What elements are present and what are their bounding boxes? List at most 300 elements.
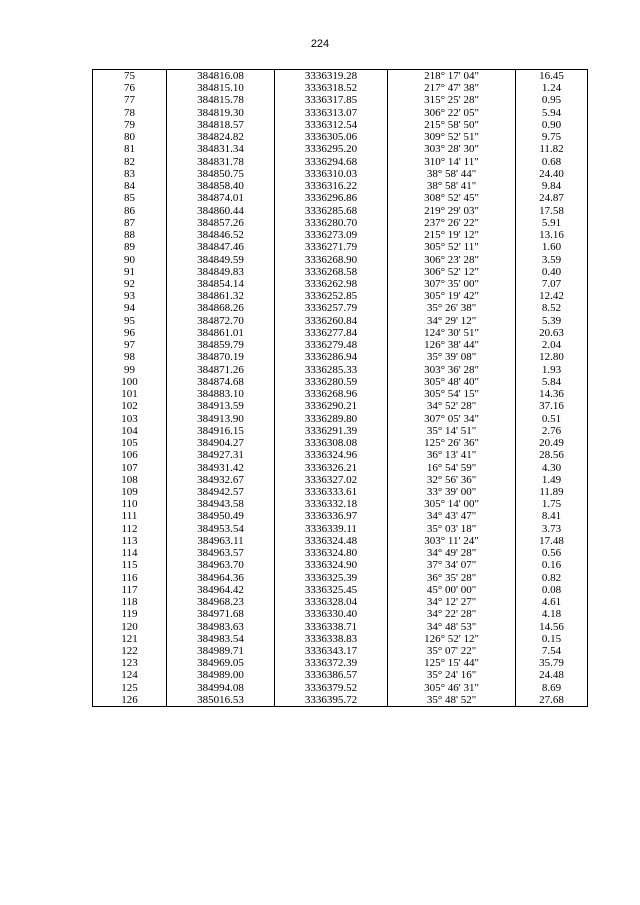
x-coordinate-cell: 384963.70 bbox=[167, 559, 275, 571]
table-row bbox=[93, 229, 588, 241]
y-coordinate-cell: 3336324.80 bbox=[275, 547, 388, 559]
table-row bbox=[93, 205, 588, 217]
distance-cell: 0.16 bbox=[516, 559, 588, 571]
distance-cell: 8.52 bbox=[516, 302, 588, 314]
point-number-cell: 87 bbox=[93, 217, 167, 229]
table-row bbox=[93, 143, 588, 155]
distance-cell: 0.15 bbox=[516, 633, 588, 645]
bearing-cell: 35° 03' 18" bbox=[388, 523, 516, 535]
table-row bbox=[93, 327, 588, 339]
point-number-cell: 125 bbox=[93, 682, 167, 694]
x-coordinate-cell: 384861.32 bbox=[167, 290, 275, 302]
distance-cell: 0.82 bbox=[516, 572, 588, 584]
table-row bbox=[93, 339, 588, 351]
table-row bbox=[93, 462, 588, 474]
y-coordinate-cell: 3336305.06 bbox=[275, 131, 388, 143]
bearing-cell: 215° 58' 50" bbox=[388, 119, 516, 131]
table-row bbox=[93, 596, 588, 608]
distance-cell: 5.39 bbox=[516, 315, 588, 327]
distance-cell: 3.59 bbox=[516, 254, 588, 266]
x-coordinate-cell: 384871.26 bbox=[167, 364, 275, 376]
point-number-cell: 81 bbox=[93, 143, 167, 155]
y-coordinate-cell: 3336279.48 bbox=[275, 339, 388, 351]
x-coordinate-cell: 384963.11 bbox=[167, 535, 275, 547]
point-number-cell: 101 bbox=[93, 388, 167, 400]
y-coordinate-cell: 3336319.28 bbox=[275, 70, 388, 83]
x-coordinate-cell: 384964.36 bbox=[167, 572, 275, 584]
point-number-cell: 85 bbox=[93, 192, 167, 204]
x-coordinate-cell: 384943.58 bbox=[167, 498, 275, 510]
bearing-cell: 35° 48' 52" bbox=[388, 694, 516, 707]
point-number-cell: 108 bbox=[93, 474, 167, 486]
point-number-cell: 105 bbox=[93, 437, 167, 449]
distance-cell: 5.84 bbox=[516, 376, 588, 388]
point-number-cell: 95 bbox=[93, 315, 167, 327]
table-row bbox=[93, 425, 588, 437]
table-row bbox=[93, 107, 588, 119]
point-number-cell: 118 bbox=[93, 596, 167, 608]
x-coordinate-cell: 384953.54 bbox=[167, 523, 275, 535]
y-coordinate-cell: 3336260.84 bbox=[275, 315, 388, 327]
table-row bbox=[93, 315, 588, 327]
point-number-cell: 78 bbox=[93, 107, 167, 119]
y-coordinate-cell: 3336310.03 bbox=[275, 168, 388, 180]
bearing-cell: 126° 38' 44" bbox=[388, 339, 516, 351]
bearing-cell: 35° 24' 16" bbox=[388, 669, 516, 681]
distance-cell: 5.94 bbox=[516, 107, 588, 119]
bearing-cell: 34° 22' 28" bbox=[388, 608, 516, 620]
x-coordinate-cell: 384860.44 bbox=[167, 205, 275, 217]
y-coordinate-cell: 3336395.72 bbox=[275, 694, 388, 707]
point-number-cell: 104 bbox=[93, 425, 167, 437]
distance-cell: 37.16 bbox=[516, 400, 588, 412]
point-number-cell: 75 bbox=[93, 70, 167, 83]
point-number-cell: 113 bbox=[93, 535, 167, 547]
y-coordinate-cell: 3336333.61 bbox=[275, 486, 388, 498]
bearing-cell: 305° 52' 11" bbox=[388, 241, 516, 253]
x-coordinate-cell: 384857.26 bbox=[167, 217, 275, 229]
distance-cell: 24.48 bbox=[516, 669, 588, 681]
bearing-cell: 36° 13' 41" bbox=[388, 449, 516, 461]
distance-cell: 3.73 bbox=[516, 523, 588, 535]
x-coordinate-cell: 384927.31 bbox=[167, 449, 275, 461]
x-coordinate-cell: 384950.49 bbox=[167, 510, 275, 522]
distance-cell: 12.80 bbox=[516, 351, 588, 363]
point-number-cell: 111 bbox=[93, 510, 167, 522]
table-row bbox=[93, 217, 588, 229]
point-number-cell: 110 bbox=[93, 498, 167, 510]
table-row bbox=[93, 657, 588, 669]
point-number-cell: 117 bbox=[93, 584, 167, 596]
table-row bbox=[93, 388, 588, 400]
x-coordinate-cell: 385016.53 bbox=[167, 694, 275, 707]
x-coordinate-cell: 384883.10 bbox=[167, 388, 275, 400]
y-coordinate-cell: 3336273.09 bbox=[275, 229, 388, 241]
y-coordinate-cell: 3336324.96 bbox=[275, 449, 388, 461]
y-coordinate-cell: 3336332.18 bbox=[275, 498, 388, 510]
table-row bbox=[93, 486, 588, 498]
bearing-cell: 34° 12' 27" bbox=[388, 596, 516, 608]
bearing-cell: 34° 29' 12" bbox=[388, 315, 516, 327]
table-row bbox=[93, 400, 588, 412]
distance-cell: 7.07 bbox=[516, 278, 588, 290]
y-coordinate-cell: 3336290.21 bbox=[275, 400, 388, 412]
bearing-cell: 305° 14' 00" bbox=[388, 498, 516, 510]
bearing-cell: 35° 26' 38" bbox=[388, 302, 516, 314]
table-row bbox=[93, 302, 588, 314]
bearing-cell: 315° 25' 28" bbox=[388, 94, 516, 106]
y-coordinate-cell: 3336338.83 bbox=[275, 633, 388, 645]
y-coordinate-cell: 3336339.11 bbox=[275, 523, 388, 535]
x-coordinate-cell: 384932.67 bbox=[167, 474, 275, 486]
bearing-cell: 35° 14' 51" bbox=[388, 425, 516, 437]
x-coordinate-cell: 384847.46 bbox=[167, 241, 275, 253]
bearing-cell: 36° 35' 28" bbox=[388, 572, 516, 584]
x-coordinate-cell: 384913.90 bbox=[167, 413, 275, 425]
bearing-cell: 306° 22' 05" bbox=[388, 107, 516, 119]
distance-cell: 13.16 bbox=[516, 229, 588, 241]
point-number-cell: 107 bbox=[93, 462, 167, 474]
table-row bbox=[93, 364, 588, 376]
x-coordinate-cell: 384858.40 bbox=[167, 180, 275, 192]
x-coordinate-cell: 384913.59 bbox=[167, 400, 275, 412]
x-coordinate-cell: 384968.23 bbox=[167, 596, 275, 608]
table-row bbox=[93, 572, 588, 584]
table-row bbox=[93, 437, 588, 449]
distance-cell: 11.89 bbox=[516, 486, 588, 498]
table-body bbox=[93, 70, 588, 707]
distance-cell: 9.84 bbox=[516, 180, 588, 192]
distance-cell: 20.49 bbox=[516, 437, 588, 449]
bearing-cell: 37° 34' 07" bbox=[388, 559, 516, 571]
table-row bbox=[93, 266, 588, 278]
distance-cell: 0.68 bbox=[516, 156, 588, 168]
page-number: 224 bbox=[310, 38, 330, 50]
bearing-cell: 34° 52' 28" bbox=[388, 400, 516, 412]
distance-cell: 4.61 bbox=[516, 596, 588, 608]
y-coordinate-cell: 3336289.80 bbox=[275, 413, 388, 425]
x-coordinate-cell: 384861.01 bbox=[167, 327, 275, 339]
point-number-cell: 102 bbox=[93, 400, 167, 412]
x-coordinate-cell: 384850.75 bbox=[167, 168, 275, 180]
distance-cell: 17.48 bbox=[516, 535, 588, 547]
y-coordinate-cell: 3336343.17 bbox=[275, 645, 388, 657]
distance-cell: 20.63 bbox=[516, 327, 588, 339]
point-number-cell: 109 bbox=[93, 486, 167, 498]
y-coordinate-cell: 3336316.22 bbox=[275, 180, 388, 192]
x-coordinate-cell: 384916.15 bbox=[167, 425, 275, 437]
x-coordinate-cell: 384849.59 bbox=[167, 254, 275, 266]
bearing-cell: 126° 52' 12" bbox=[388, 633, 516, 645]
x-coordinate-cell: 384815.78 bbox=[167, 94, 275, 106]
point-number-cell: 106 bbox=[93, 449, 167, 461]
y-coordinate-cell: 3336379.52 bbox=[275, 682, 388, 694]
point-number-cell: 119 bbox=[93, 608, 167, 620]
distance-cell: 1.93 bbox=[516, 364, 588, 376]
x-coordinate-cell: 384868.26 bbox=[167, 302, 275, 314]
y-coordinate-cell: 3336291.39 bbox=[275, 425, 388, 437]
distance-cell: 1.24 bbox=[516, 82, 588, 94]
bearing-cell: 33° 39' 00" bbox=[388, 486, 516, 498]
table-row bbox=[93, 192, 588, 204]
point-number-cell: 77 bbox=[93, 94, 167, 106]
y-coordinate-cell: 3336252.85 bbox=[275, 290, 388, 302]
y-coordinate-cell: 3336295.20 bbox=[275, 143, 388, 155]
distance-cell: 17.58 bbox=[516, 205, 588, 217]
bearing-cell: 303° 28' 30" bbox=[388, 143, 516, 155]
distance-cell: 14.56 bbox=[516, 621, 588, 633]
y-coordinate-cell: 3336268.90 bbox=[275, 254, 388, 266]
point-number-cell: 79 bbox=[93, 119, 167, 131]
table-row bbox=[93, 682, 588, 694]
table-row bbox=[93, 559, 588, 571]
bearing-cell: 306° 23' 28" bbox=[388, 254, 516, 266]
distance-cell: 8.41 bbox=[516, 510, 588, 522]
table-row bbox=[93, 82, 588, 94]
distance-cell: 11.82 bbox=[516, 143, 588, 155]
bearing-cell: 38° 58' 41" bbox=[388, 180, 516, 192]
x-coordinate-cell: 384831.78 bbox=[167, 156, 275, 168]
x-coordinate-cell: 384994.08 bbox=[167, 682, 275, 694]
x-coordinate-cell: 384816.08 bbox=[167, 70, 275, 83]
x-coordinate-cell: 384824.82 bbox=[167, 131, 275, 143]
x-coordinate-cell: 384989.71 bbox=[167, 645, 275, 657]
x-coordinate-cell: 384983.54 bbox=[167, 633, 275, 645]
y-coordinate-cell: 3336285.68 bbox=[275, 205, 388, 217]
x-coordinate-cell: 384989.00 bbox=[167, 669, 275, 681]
table-row bbox=[93, 608, 588, 620]
y-coordinate-cell: 3336268.96 bbox=[275, 388, 388, 400]
bearing-cell: 218° 17' 04" bbox=[388, 70, 516, 83]
distance-cell: 12.42 bbox=[516, 290, 588, 302]
distance-cell: 0.08 bbox=[516, 584, 588, 596]
point-number-cell: 96 bbox=[93, 327, 167, 339]
table-row bbox=[93, 621, 588, 633]
point-number-cell: 84 bbox=[93, 180, 167, 192]
x-coordinate-cell: 384872.70 bbox=[167, 315, 275, 327]
bearing-cell: 32° 56' 36" bbox=[388, 474, 516, 486]
table-row bbox=[93, 254, 588, 266]
distance-cell: 5.91 bbox=[516, 217, 588, 229]
x-coordinate-cell: 384870.19 bbox=[167, 351, 275, 363]
y-coordinate-cell: 3336330.40 bbox=[275, 608, 388, 620]
table-row bbox=[93, 94, 588, 106]
point-number-cell: 80 bbox=[93, 131, 167, 143]
table-row bbox=[93, 498, 588, 510]
table-row bbox=[93, 131, 588, 143]
bearing-cell: 35° 07' 22" bbox=[388, 645, 516, 657]
bearing-cell: 307° 35' 00" bbox=[388, 278, 516, 290]
y-coordinate-cell: 3336325.39 bbox=[275, 572, 388, 584]
y-coordinate-cell: 3336285.33 bbox=[275, 364, 388, 376]
bearing-cell: 305° 46' 31" bbox=[388, 682, 516, 694]
distance-cell: 24.87 bbox=[516, 192, 588, 204]
table-row bbox=[93, 119, 588, 131]
y-coordinate-cell: 3336386.57 bbox=[275, 669, 388, 681]
point-number-cell: 116 bbox=[93, 572, 167, 584]
x-coordinate-cell: 384971.68 bbox=[167, 608, 275, 620]
y-coordinate-cell: 3336277.84 bbox=[275, 327, 388, 339]
y-coordinate-cell: 3336328.04 bbox=[275, 596, 388, 608]
y-coordinate-cell: 3336338.71 bbox=[275, 621, 388, 633]
bearing-cell: 124° 30' 51" bbox=[388, 327, 516, 339]
point-number-cell: 90 bbox=[93, 254, 167, 266]
distance-cell: 9.75 bbox=[516, 131, 588, 143]
y-coordinate-cell: 3336312.54 bbox=[275, 119, 388, 131]
bearing-cell: 305° 54' 15" bbox=[388, 388, 516, 400]
bearing-cell: 310° 14' 11" bbox=[388, 156, 516, 168]
bearing-cell: 34° 48' 53" bbox=[388, 621, 516, 633]
bearing-cell: 307° 05' 34" bbox=[388, 413, 516, 425]
bearing-cell: 305° 19' 42" bbox=[388, 290, 516, 302]
table-row bbox=[93, 290, 588, 302]
y-coordinate-cell: 3336317.85 bbox=[275, 94, 388, 106]
table-row bbox=[93, 351, 588, 363]
bearing-cell: 309° 52' 51" bbox=[388, 131, 516, 143]
x-coordinate-cell: 384831.34 bbox=[167, 143, 275, 155]
bearing-cell: 125° 15' 44" bbox=[388, 657, 516, 669]
point-number-cell: 124 bbox=[93, 669, 167, 681]
table-row bbox=[93, 449, 588, 461]
x-coordinate-cell: 384963.57 bbox=[167, 547, 275, 559]
point-number-cell: 92 bbox=[93, 278, 167, 290]
table-row bbox=[93, 413, 588, 425]
point-number-cell: 120 bbox=[93, 621, 167, 633]
point-number-cell: 126 bbox=[93, 694, 167, 707]
table-row bbox=[93, 70, 588, 83]
distance-cell: 4.30 bbox=[516, 462, 588, 474]
point-number-cell: 123 bbox=[93, 657, 167, 669]
x-coordinate-cell: 384964.42 bbox=[167, 584, 275, 596]
y-coordinate-cell: 3336268.58 bbox=[275, 266, 388, 278]
point-number-cell: 99 bbox=[93, 364, 167, 376]
point-number-cell: 82 bbox=[93, 156, 167, 168]
point-number-cell: 93 bbox=[93, 290, 167, 302]
point-number-cell: 103 bbox=[93, 413, 167, 425]
table-row bbox=[93, 474, 588, 486]
bearing-cell: 34° 49' 28" bbox=[388, 547, 516, 559]
bearing-cell: 217° 47' 38" bbox=[388, 82, 516, 94]
y-coordinate-cell: 3336336.97 bbox=[275, 510, 388, 522]
distance-cell: 1.60 bbox=[516, 241, 588, 253]
x-coordinate-cell: 384931.42 bbox=[167, 462, 275, 474]
table-row bbox=[93, 523, 588, 535]
point-number-cell: 100 bbox=[93, 376, 167, 388]
table-row bbox=[93, 510, 588, 522]
y-coordinate-cell: 3336294.68 bbox=[275, 156, 388, 168]
point-number-cell: 98 bbox=[93, 351, 167, 363]
distance-cell: 35.79 bbox=[516, 657, 588, 669]
distance-cell: 0.90 bbox=[516, 119, 588, 131]
distance-cell: 27.68 bbox=[516, 694, 588, 707]
bearing-cell: 303° 36' 28" bbox=[388, 364, 516, 376]
point-number-cell: 112 bbox=[93, 523, 167, 535]
bearing-cell: 303° 11' 24" bbox=[388, 535, 516, 547]
table-row bbox=[93, 278, 588, 290]
y-coordinate-cell: 3336271.79 bbox=[275, 241, 388, 253]
distance-cell: 2.04 bbox=[516, 339, 588, 351]
point-number-cell: 76 bbox=[93, 82, 167, 94]
y-coordinate-cell: 3336296.86 bbox=[275, 192, 388, 204]
point-number-cell: 83 bbox=[93, 168, 167, 180]
distance-cell: 4.18 bbox=[516, 608, 588, 620]
x-coordinate-cell: 384969.05 bbox=[167, 657, 275, 669]
bearing-cell: 16° 54' 59" bbox=[388, 462, 516, 474]
x-coordinate-cell: 384983.63 bbox=[167, 621, 275, 633]
x-coordinate-cell: 384819.30 bbox=[167, 107, 275, 119]
point-number-cell: 121 bbox=[93, 633, 167, 645]
bearing-cell: 215° 19' 12" bbox=[388, 229, 516, 241]
x-coordinate-cell: 384904.27 bbox=[167, 437, 275, 449]
distance-cell: 8.69 bbox=[516, 682, 588, 694]
point-number-cell: 97 bbox=[93, 339, 167, 351]
table-row bbox=[93, 156, 588, 168]
bearing-cell: 125° 26' 36" bbox=[388, 437, 516, 449]
table-row bbox=[93, 584, 588, 596]
bearing-cell: 35° 39' 08" bbox=[388, 351, 516, 363]
point-number-cell: 86 bbox=[93, 205, 167, 217]
x-coordinate-cell: 384818.57 bbox=[167, 119, 275, 131]
table-row bbox=[93, 180, 588, 192]
point-number-cell: 114 bbox=[93, 547, 167, 559]
point-number-cell: 88 bbox=[93, 229, 167, 241]
x-coordinate-cell: 384859.79 bbox=[167, 339, 275, 351]
y-coordinate-cell: 3336327.02 bbox=[275, 474, 388, 486]
y-coordinate-cell: 3336318.52 bbox=[275, 82, 388, 94]
bearing-cell: 308° 52' 45" bbox=[388, 192, 516, 204]
distance-cell: 0.95 bbox=[516, 94, 588, 106]
table-row bbox=[93, 376, 588, 388]
x-coordinate-cell: 384942.57 bbox=[167, 486, 275, 498]
bearing-cell: 45° 00' 00" bbox=[388, 584, 516, 596]
table-row bbox=[93, 645, 588, 657]
y-coordinate-cell: 3336313.07 bbox=[275, 107, 388, 119]
x-coordinate-cell: 384874.68 bbox=[167, 376, 275, 388]
bearing-cell: 237° 26' 22" bbox=[388, 217, 516, 229]
y-coordinate-cell: 3336280.70 bbox=[275, 217, 388, 229]
table-row bbox=[93, 241, 588, 253]
distance-cell: 16.45 bbox=[516, 70, 588, 83]
y-coordinate-cell: 3336286.94 bbox=[275, 351, 388, 363]
point-number-cell: 122 bbox=[93, 645, 167, 657]
x-coordinate-cell: 384854.14 bbox=[167, 278, 275, 290]
distance-cell: 7.54 bbox=[516, 645, 588, 657]
distance-cell: 2.76 bbox=[516, 425, 588, 437]
distance-cell: 1.75 bbox=[516, 498, 588, 510]
bearing-cell: 306° 52' 12" bbox=[388, 266, 516, 278]
y-coordinate-cell: 3336308.08 bbox=[275, 437, 388, 449]
bearing-cell: 34° 43' 47" bbox=[388, 510, 516, 522]
distance-cell: 24.40 bbox=[516, 168, 588, 180]
x-coordinate-cell: 384849.83 bbox=[167, 266, 275, 278]
table-row bbox=[93, 535, 588, 547]
point-number-cell: 89 bbox=[93, 241, 167, 253]
x-coordinate-cell: 384846.52 bbox=[167, 229, 275, 241]
x-coordinate-cell: 384815.10 bbox=[167, 82, 275, 94]
y-coordinate-cell: 3336326.21 bbox=[275, 462, 388, 474]
y-coordinate-cell: 3336262.98 bbox=[275, 278, 388, 290]
table-row bbox=[93, 168, 588, 180]
table-row bbox=[93, 669, 588, 681]
distance-cell: 1.49 bbox=[516, 474, 588, 486]
distance-cell: 14.36 bbox=[516, 388, 588, 400]
x-coordinate-cell: 384874.01 bbox=[167, 192, 275, 204]
y-coordinate-cell: 3336372.39 bbox=[275, 657, 388, 669]
table-row bbox=[93, 547, 588, 559]
coordinates-table bbox=[92, 69, 588, 707]
y-coordinate-cell: 3336280.59 bbox=[275, 376, 388, 388]
distance-cell: 0.56 bbox=[516, 547, 588, 559]
